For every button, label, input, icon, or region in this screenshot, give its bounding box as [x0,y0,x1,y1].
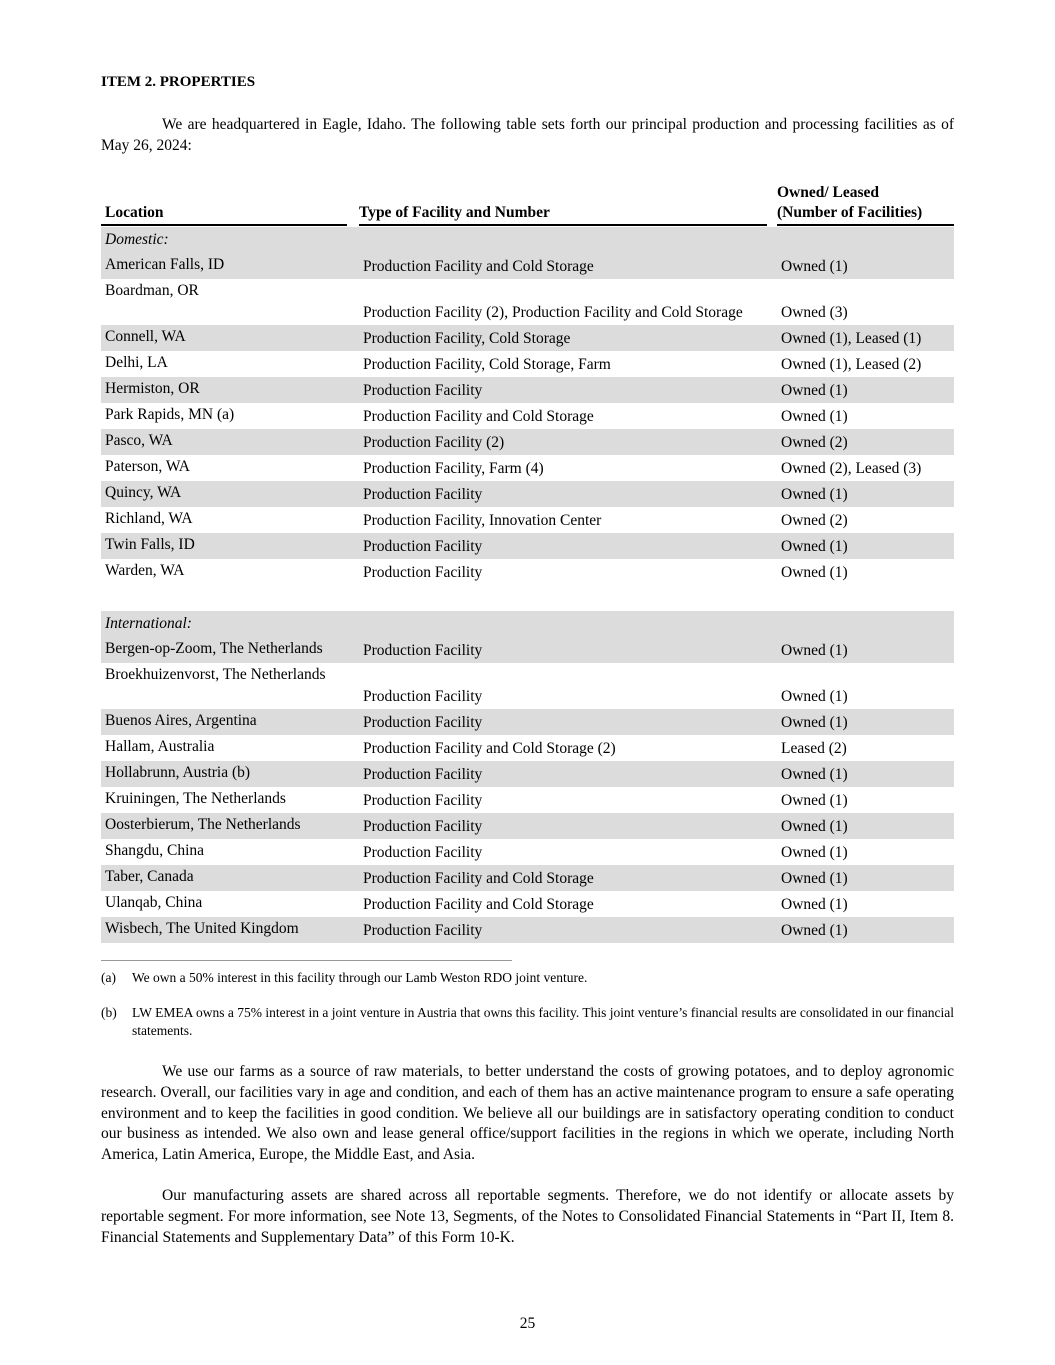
cell-owned-leased: Owned (1) [773,253,954,279]
cell-owned-leased: Owned (1), Leased (2) [781,356,922,373]
cell-facility-type: Production Facility [353,917,773,943]
cell-facility-type: Production Facility [363,564,483,581]
cell-facility-type: Production Facility [353,637,773,663]
cell-location: Taber, Canada [101,865,353,891]
cell-facility-type: Production Facility and Cold Storage [353,253,773,279]
cell-location: Warden, WA [105,562,185,579]
section-label: International: [101,611,954,637]
table-row [101,891,954,917]
cell-facility-type: Production Facility and Cold Storage [363,896,594,913]
table-row [101,637,954,663]
cell-location: Quincy, WA [101,481,353,507]
table-row [101,403,954,429]
cell-owned-leased: Owned (1) [781,688,848,705]
cell-owned-leased: Owned (1) [781,844,848,861]
cell-facility-type: Production Facility, Cold Storage [353,325,773,351]
body-paragraph-segments: Our manufacturing assets are shared across all reportable segments. Therefore, we do not identify or allocate assets by reportable segment. For more information, see Note 13, Segments, of the Notes to Consolidated Financial Statements in “Part II, Item 8. Financial Statements and Supplementary Data” of this Form 10-K. [101,1187,954,1246]
table-section-label [101,227,954,253]
table-row [101,507,954,533]
table-row [101,377,954,403]
table-row [101,813,954,839]
table-row [101,481,954,507]
cell-location: Pasco, WA [101,429,353,455]
cell-owned-leased: Owned (1) [773,865,954,891]
cell-facility-type: Production Facility (2) [353,429,773,455]
cell-owned-leased: Owned (1), Leased (1) [773,325,954,351]
table-row [101,325,954,351]
cell-location: Bergen-op-Zoom, The Netherlands [101,637,353,663]
header-type: Type of Facility and Number [353,183,773,227]
cell-facility-type: Production Facility [353,377,773,403]
cell-location: Connell, WA [101,325,353,351]
table-row [101,429,954,455]
cell-facility-type: Production Facility [363,792,483,809]
cell-owned-leased: Leased (2) [781,740,847,757]
table-row [101,663,954,709]
table-row [101,279,954,325]
cell-owned-leased: Owned (2), Leased (3) [781,460,922,477]
cell-owned-leased: Owned (1) [773,813,954,839]
cell-owned-leased: Owned (3) [781,304,848,321]
cell-location: Delhi, LA [105,354,168,371]
cell-location: Park Rapids, MN (a) [105,406,235,423]
cell-owned-leased: Owned (2) [773,429,954,455]
cell-facility-type: Production Facility (2), Production Facility and Cold Storage [363,304,743,321]
cell-facility-type: Production Facility and Cold Storage [363,408,594,425]
cell-location: Paterson, WA [105,458,190,475]
section-label: Domestic: [101,227,954,253]
cell-owned-leased: Owned (1) [773,637,954,663]
cell-facility-type: Production Facility [363,688,483,705]
cell-owned-leased: Owned (1) [773,481,954,507]
cell-facility-type: Production Facility [353,481,773,507]
table-row [101,787,954,813]
cell-location: Broekhuizenvorst, The Netherlands [105,666,326,683]
table-row [101,917,954,943]
table-section-label [101,611,954,637]
table-body [101,227,954,943]
cell-location: Hallam, Australia [105,738,215,755]
cell-location: Kruiningen, The Netherlands [105,790,286,807]
cell-owned-leased: Owned (2) [781,512,848,529]
section-heading: ITEM 2. PROPERTIES [101,74,256,90]
table-row [101,533,954,559]
cell-location: Buenos Aires, Argentina [101,709,353,735]
cell-location: Shangdu, China [105,842,205,859]
footnote-divider [101,960,512,961]
cell-owned-leased: Owned (1) [773,761,954,787]
cell-facility-type: Production Facility [353,533,773,559]
cell-location: Wisbech, The United Kingdom [101,917,353,943]
footnote-b [101,1004,954,1040]
cell-owned-leased: Owned (1) [773,709,954,735]
footnote-text: LW EMEA owns a 75% interest in a joint venture in Austria that owns this facility. This joint venture’s financial results are consolidated in our financial statements. [132,1005,954,1038]
cell-facility-type: Production Facility [363,844,483,861]
header-location: Location [101,183,353,227]
cell-facility-type: Production Facility [353,813,773,839]
cell-location: American Falls, ID [101,253,353,279]
footnote-text: We own a 50% interest in this facility through our Lamb Weston RDO joint venture. [132,970,588,985]
cell-location: Ulanqab, China [105,894,203,911]
cell-location: Twin Falls, ID [101,533,353,559]
table-row [101,253,954,279]
cell-facility-type: Production Facility and Cold Storage (2) [363,740,616,757]
header-owned-leased: Owned/ Leased (Number of Facilities) [773,183,954,227]
intro-paragraph: We are headquartered in Eagle, Idaho. The following table sets forth our principal production and processing facilities as of May 26, 2024: [101,116,954,154]
footnote-a [101,969,954,987]
cell-owned-leased: Owned (1) [773,533,954,559]
page-number: 25 [519,1315,536,1332]
table-spacer-row [101,585,954,611]
cell-facility-type: Production Facility, Innovation Center [363,512,602,529]
table-row [101,709,954,735]
facilities-table [101,183,954,943]
cell-owned-leased: Owned (1) [781,408,848,425]
cell-facility-type: Production Facility [353,761,773,787]
cell-facility-type: Production Facility [353,709,773,735]
cell-location: Oosterbierum, The Netherlands [101,813,353,839]
table-row [101,455,954,481]
cell-owned-leased: Owned (1) [781,792,848,809]
cell-owned-leased: Owned (1) [773,377,954,403]
table-row [101,865,954,891]
cell-owned-leased: Owned (1) [773,917,954,943]
table-row [101,351,954,377]
cell-facility-type: Production Facility and Cold Storage [353,865,773,891]
cell-owned-leased: Owned (1) [781,896,848,913]
cell-owned-leased: Owned (1) [781,564,848,581]
table-row [101,735,954,761]
cell-facility-type: Production Facility, Cold Storage, Farm [363,356,611,373]
footnote-mark: (b) [101,1005,117,1020]
table-row [101,761,954,787]
table-header-row [101,183,954,227]
cell-location: Boardman, OR [105,282,199,299]
body-paragraph-farms: We use our farms as a source of raw materials, to better understand the costs of growing potatoes, and to deploy agronomic research. Overall, our facilities vary in age and condition, and each of them has an active maintenance program to ensure a safe operating environment and to keep the facilities in good condition. We believe all our buildings are in satisfactory operating condition to conduct our business as intended. We also own and lease general office/support facilities in the regions in which we operate, including North America, Latin America, Europe, the Middle East, and Asia. [101,1063,954,1164]
cell-location: Hollabrunn, Austria (b) [101,761,353,787]
cell-location: Richland, WA [105,510,193,527]
footnote-mark: (a) [101,970,116,985]
table-row [101,559,954,585]
cell-location: Hermiston, OR [101,377,353,403]
cell-facility-type: Production Facility, Farm (4) [363,460,544,477]
table-row [101,839,954,865]
